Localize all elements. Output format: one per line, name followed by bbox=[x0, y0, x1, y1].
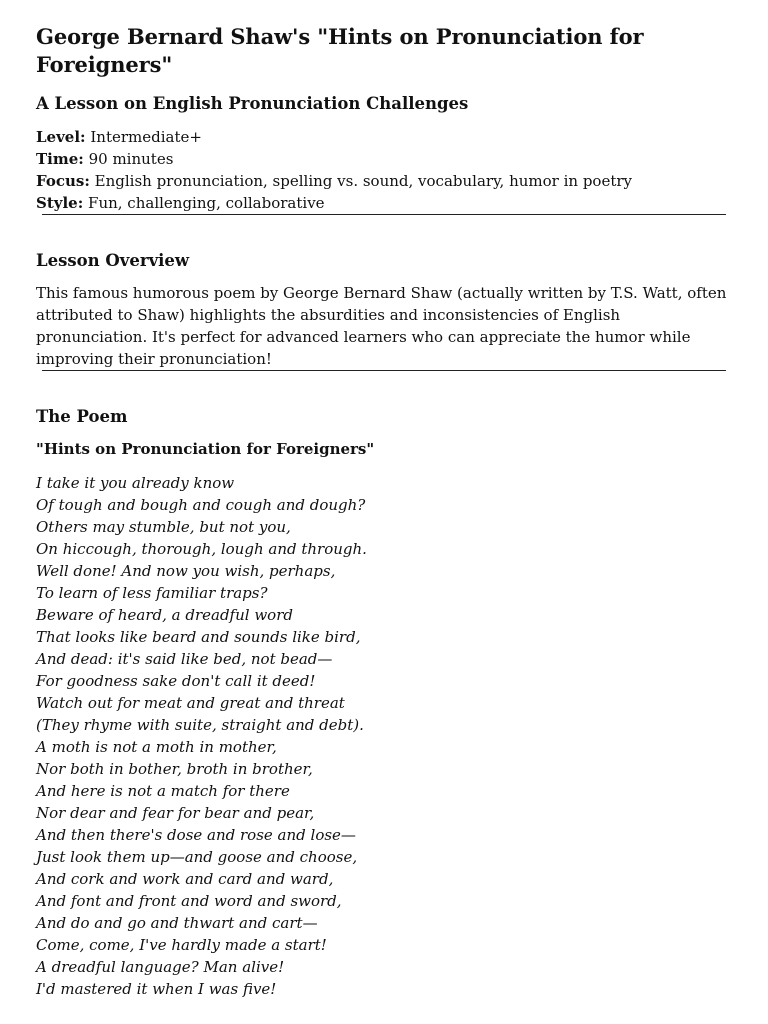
poem-line: Nor both in bother, broth in brother, bbox=[36, 760, 313, 778]
poem-line: And dead: it's said like bed, not bead— bbox=[36, 650, 333, 668]
poem-line: And cork and work and card and ward, bbox=[36, 870, 334, 888]
meta-time-label: Time: bbox=[36, 150, 84, 168]
meta-style-value: Fun, challenging, collaborative bbox=[88, 194, 325, 212]
divider bbox=[42, 370, 726, 371]
poem-line: On hiccough, thorough, lough and through. bbox=[36, 540, 367, 558]
poem-line: Come, come, I've hardly made a start! bbox=[36, 936, 327, 954]
poem-body bbox=[36, 472, 732, 1000]
overview-heading: Lesson Overview bbox=[36, 251, 190, 270]
poem-line: Beware of heard, a dreadful word bbox=[36, 606, 293, 624]
poem-line: And do and go and thwart and cart— bbox=[36, 914, 318, 932]
poem-line: That looks like beard and sounds like bird, bbox=[36, 628, 361, 646]
meta-focus bbox=[36, 170, 732, 192]
poem-line: Well done! And now you wish, perhaps, bbox=[36, 562, 336, 580]
poem-line: For goodness sake don't call it deed! bbox=[36, 672, 316, 690]
poem-line: I'd mastered it when I was five! bbox=[36, 980, 277, 998]
poem-line: Others may stumble, but not you, bbox=[36, 518, 291, 536]
poem-line: And then there's dose and rose and lose— bbox=[36, 826, 356, 844]
document-title: George Bernard Shaw's "Hints on Pronunciation for Foreigners" bbox=[36, 24, 644, 77]
poem-title: "Hints on Pronunciation for Foreigners" bbox=[36, 440, 375, 458]
poem-line: Nor dear and fear for bear and pear, bbox=[36, 804, 315, 822]
poem-line: And here is not a match for there bbox=[36, 782, 290, 800]
poem-heading: The Poem bbox=[36, 407, 128, 426]
poem-line: Watch out for meat and great and threat bbox=[36, 694, 345, 712]
poem-line: A moth is not a moth in mother, bbox=[36, 738, 277, 756]
poem-line: Just look them up—and goose and choose, bbox=[36, 848, 358, 866]
meta-focus-value: English pronunciation, spelling vs. sound, vocabulary, humor in poetry bbox=[94, 172, 633, 190]
poem-line: And font and front and word and sword, bbox=[36, 892, 342, 910]
meta-time bbox=[36, 148, 732, 170]
meta-focus-label: Focus: bbox=[36, 172, 90, 190]
poem-line: To learn of less familiar traps? bbox=[36, 584, 268, 602]
meta-time-value: 90 minutes bbox=[88, 150, 174, 168]
lesson-subtitle: A Lesson on English Pronunciation Challenges bbox=[36, 94, 469, 113]
poem-line: I take it you already know bbox=[36, 474, 235, 492]
meta-style bbox=[36, 192, 732, 214]
poem-line: (They rhyme with suite, straight and debt). bbox=[36, 716, 364, 734]
poem-line: A dreadful language? Man alive! bbox=[36, 958, 285, 976]
meta-level-label: Level: bbox=[36, 128, 86, 146]
lesson-meta bbox=[36, 126, 732, 214]
poem-line: Of tough and bough and cough and dough? bbox=[36, 496, 366, 514]
overview-paragraph: This famous humorous poem by George Bernard Shaw (actually written by T.S. Watt, often attributed to Shaw) highlights the absurdities and inconsistencies of English pronunciation. It's perfect for advanced learners who can appreciate the humor while improving their pronunciation! bbox=[36, 284, 727, 368]
meta-level-value: Intermediate+ bbox=[90, 128, 202, 146]
meta-style-label: Style: bbox=[36, 194, 84, 212]
divider bbox=[42, 214, 726, 215]
meta-level bbox=[36, 126, 732, 148]
